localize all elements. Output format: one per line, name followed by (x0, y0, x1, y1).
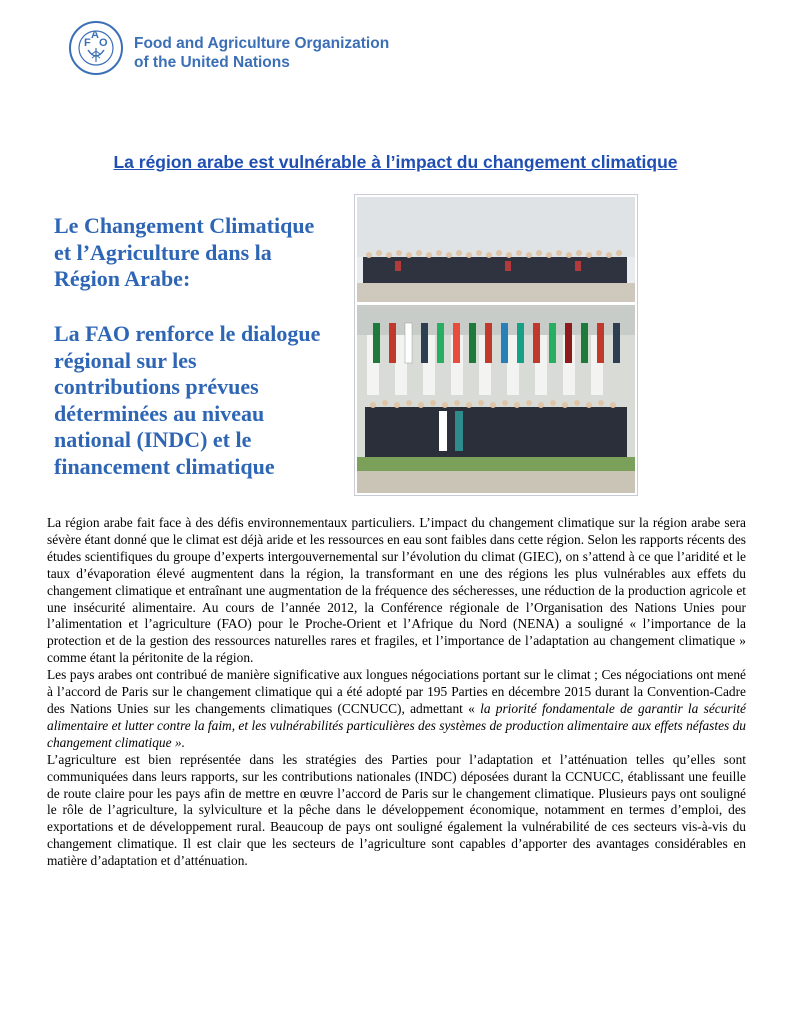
paragraph-3: L’agriculture est bien représentée dans les stratégies des Parties pour l’adaptation et l’atténuation telles qu’elles sont communiquées dans leurs rapports, sur les contributions nationales (INDC) déposées durant la CCNUCC, établissant une feuille de route claire pour les pays afin de mettre en œuvre l’accord de Paris sur le changement climatique. Plusieurs pays ont souligné le rôle de l’agriculture, la sylviculture et la pêche dans le développement économique, notamment en termes d’emploi, des exportations et de développement rural. Beaucoup de pays ont souligné également la vulnérabilité de ces secteurs vis-à-vis du changement climatique. Il est clair que les secteurs de l’agriculture sont capables d’apporter des avantages considérables en matière d’adaptation et d’atténuation. (47, 751, 746, 869)
fao-emblem-icon (68, 20, 124, 76)
paragraph-2-text: Les pays arabes ont contribué de manière significative aux longues négociations portant sur le climat ; Ces négociations ont mené à l’accord de Paris sur le changement climatique qui a été adopté par 195 Parties en décembre 2015 durant la Convention-Cadre des Nations Unies sur les changements climatiques (CCNUCC), admettant « (47, 667, 746, 716)
svg-text:O: O (99, 37, 108, 49)
headline-text: La région arabe est vulnérable à l’impact du changement climatique (113, 152, 678, 172)
paragraph-2-quote: la priorité fondamentale de garantir la sécurité alimentaire et lutter contre la faim, et les vulnérabilités particulières des systèmes de production alimentaire aux effets néfastes du changement climatique ». (47, 700, 746, 750)
photo-collage (354, 194, 638, 496)
page-headline (0, 152, 791, 173)
main-title (54, 213, 354, 293)
subtitle-line6: financement climatique (54, 453, 275, 479)
paragraph-1: La région arabe fait face à des défis environnementaux particuliers. L’impact du changement climatique sur la région arabe sera sévère étant donné que le climat est déjà aride et les ressources en eau sont faibles dans cette région. Selon les rapports récents des études scientifiques du groupe d’experts intergouvernemental sur l’évolution du climat (GIEC), on s’attend à ce que l’aridité et le taux d’évaporation élevé augmentent dans la région, la transformant en une des régions les plus vulnérables aux effets du changement climatique et entraînant une augmentation de la fréquence des sécheresses, une réduction de la production agricole et une insécurité alimentaire. Au cours de l’année 2012, la Conférence régionale de l’Organisation des Nations Unies pour l’alimentation et l’agriculture (FAO) pour le Proche-Orient et l’Afrique du Nord (NENA) a souligné « l’importance de la protection et de la gestion des ressources naturelles rares et fragiles, et l’importance de l’adaptation au changement climatique » comme étant la péritonite de la région. (47, 515, 746, 666)
title-line3: Région Arabe: (54, 266, 191, 291)
title-line2: et l’Agriculture dans la (54, 239, 272, 265)
subtitle-line4: déterminées au niveau (54, 400, 265, 426)
subtitle-line2: régional sur les (54, 347, 197, 373)
group-photos-image (355, 195, 637, 495)
subtitle-line5: national (INDC) et le (54, 427, 252, 452)
svg-text:A: A (91, 29, 99, 41)
org-name-line2: of the United Nations (134, 54, 290, 71)
svg-text:F: F (84, 37, 91, 49)
subtitle-line3: contributions prévues (54, 374, 259, 399)
org-name-line1: Food and Agriculture Organization (134, 35, 390, 52)
organization-name (134, 34, 389, 72)
paragraph-2 (47, 667, 746, 752)
article-body (47, 515, 746, 870)
title-line1: Le Changement Climatique (54, 213, 315, 238)
subtitle (54, 321, 354, 480)
fao-logo (68, 20, 124, 76)
subtitle-line1: La FAO renforce le dialogue (54, 321, 321, 346)
